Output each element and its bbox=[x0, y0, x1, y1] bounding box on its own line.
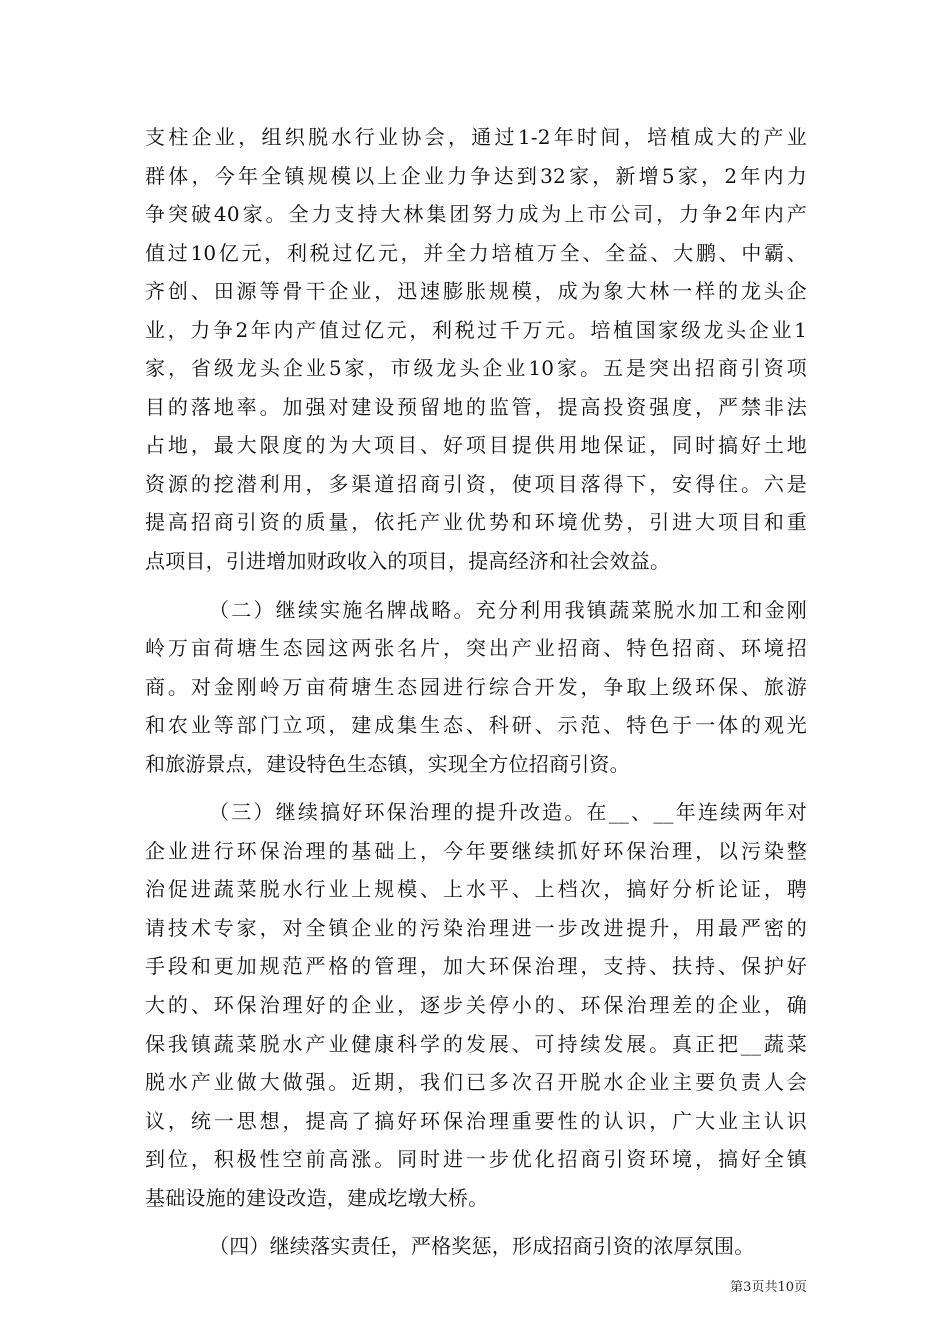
text-line: 商。对金刚岭万亩荷塘生态园进行综合开发，争取上级环保、旅游 bbox=[145, 674, 807, 699]
text-line: 请技术专家，对全镇企业的污染治理进一步改进提升，用最严密的 bbox=[145, 915, 807, 940]
text-line: （二）继续实施名牌战略。充分利用我镇蔬菜脱水加工和金刚 bbox=[209, 597, 807, 622]
text-line: 占地，最大限度的为大项目、好项目提供用地保证，同时搞好土地 bbox=[145, 433, 807, 458]
page-number: 第3页共10页 bbox=[730, 1280, 807, 1295]
text-line: 提高招商引资的质量，依托产业优势和环境优势，引进大项目和重 bbox=[145, 510, 807, 535]
text-line: 治促进蔬菜脱水行业上规模、上水平、上档次，搞好分析论证，聘 bbox=[145, 877, 807, 902]
text-line: 议，统一思想，提高了搞好环保治理重要性的认识，广大业主认识 bbox=[145, 1108, 807, 1133]
text-line: 目的落地率。加强对建设预留地的监管，提高投资强度，严禁非法 bbox=[145, 394, 807, 419]
text-line: 支柱企业，组织脱水行业协会，通过1-2年时间，培植成大的产业 bbox=[145, 125, 807, 149]
text-line: 企业进行环保治理的基础上，今年要继续抓好环保治理，以污染整 bbox=[145, 838, 807, 863]
paragraph-gap bbox=[145, 1217, 807, 1227]
text-line: 点项目，引进增加财政收入的项目，提高经济和社会效益。 bbox=[145, 549, 671, 574]
text-line: 到位，积极性空前高涨。同时进一步优化招商引资环境，搞好全镇 bbox=[145, 1147, 807, 1172]
text-line: 脱水产业做大做强。近期，我们已多次召开脱水企业主要负责人会 bbox=[145, 1070, 807, 1095]
text-line: 保我镇蔬菜脱水产业健康科学的发展、可持续发展。真正把__蔬菜 bbox=[145, 1031, 807, 1056]
text-line: （三）继续搞好环保治理的提升改造。在__、__年连续两年对 bbox=[209, 800, 807, 825]
text-line: 和农业等部门立项，建成集生态、科研、示范、特色于一体的观光 bbox=[145, 713, 807, 738]
text-line: 业，力争2年内产值过亿元，利税过千万元。培植国家级龙头企业1 bbox=[145, 317, 807, 342]
text-line: 争突破40家。全力支持大林集团努力成为上市公司，力争2年内产 bbox=[145, 202, 807, 227]
text-line: 大的、环保治理好的企业，逐步关停小的、环保治理差的企业，确 bbox=[145, 993, 807, 1018]
text-line: 手段和更加规范严格的管理，加大环保治理，支持、扶持、保护好 bbox=[145, 954, 807, 979]
text-line: 值过10亿元，利税过亿元，并全力培植万全、全益、大鹏、中霸、 bbox=[145, 240, 807, 265]
text-line: 基础设施的建设改造，建成圪墩大桥。 bbox=[145, 1185, 489, 1210]
text-line: 和旅游景点，建设特色生态镇，实现全方位招商引资。 bbox=[145, 751, 630, 776]
text-line: 岭万亩荷塘生态园这两张名片，突出产业招商、特色招商、环境招 bbox=[145, 636, 807, 661]
paragraph-gap bbox=[145, 783, 807, 793]
document-body bbox=[145, 118, 807, 1266]
text-line: 齐创、田源等骨干企业，迅速膨胀规模，成为象大林一样的龙头企 bbox=[145, 279, 807, 304]
text-line: 家，省级龙头企业5家，市级龙头企业10家。五是突出招商引资项 bbox=[145, 356, 807, 381]
text-line: 群体，今年全镇规模以上企业力争达到32家，新增5家，2年内力 bbox=[145, 163, 807, 188]
text-line: 资源的挖潜利用，多渠道招商引资，使项目落得下，安得住。六是 bbox=[145, 471, 807, 496]
text-line: （四）继续落实责任，严格奖惩，形成招商引资的浓厚氛围。 bbox=[209, 1234, 755, 1259]
paragraph-gap bbox=[145, 581, 807, 591]
